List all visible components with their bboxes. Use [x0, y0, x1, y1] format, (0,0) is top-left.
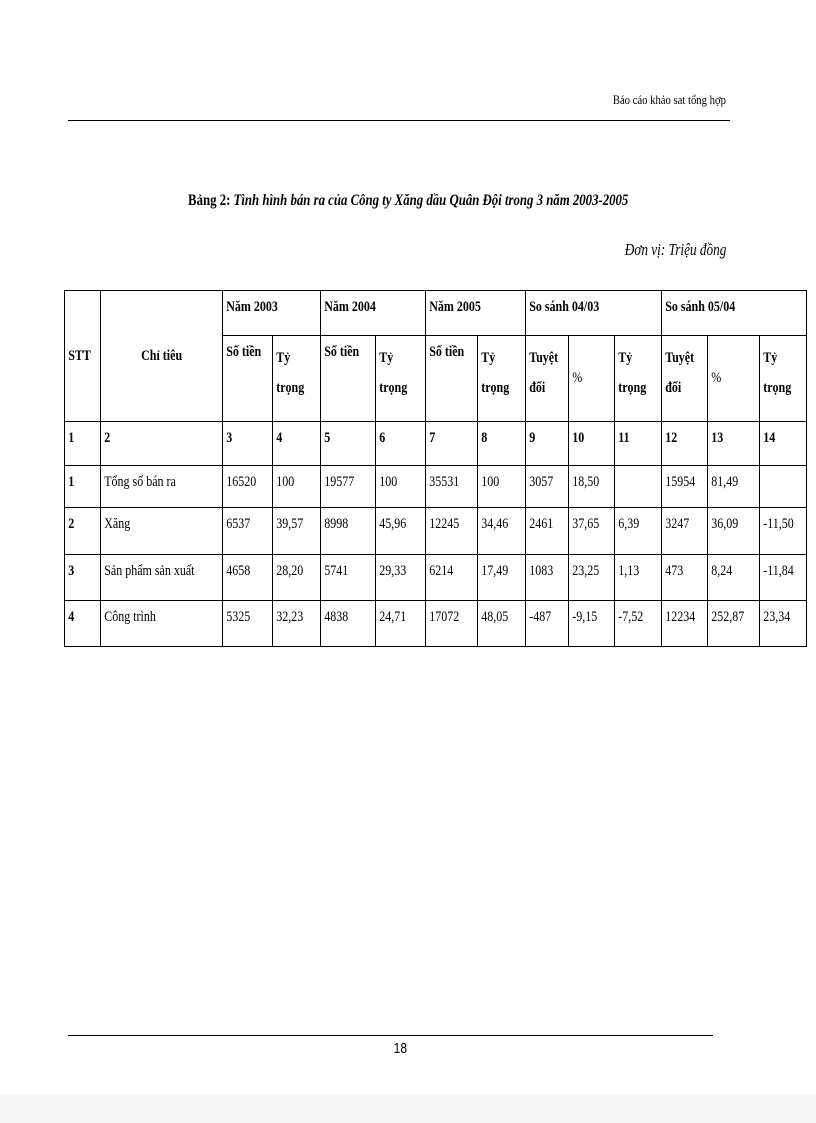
- table-cell: 6214: [426, 555, 477, 601]
- header-chi-tieu: Chỉ tiêu: [101, 291, 223, 422]
- index-cell: 9: [526, 422, 569, 466]
- header-ty-trong: Tỷ trọng: [477, 336, 525, 422]
- table-cell: [759, 466, 806, 508]
- index-cell: 7: [426, 422, 477, 466]
- row-stt: 2: [65, 508, 101, 555]
- table-cell: 45,96: [376, 508, 426, 555]
- header-percent: %: [569, 336, 614, 422]
- table-cell: -11,84: [759, 555, 806, 601]
- table-cell: 12234: [661, 601, 707, 647]
- table-cell: 24,71: [376, 601, 426, 647]
- header-rule: [68, 120, 730, 121]
- table-row: [65, 508, 807, 555]
- table-cell: 15954: [661, 466, 707, 508]
- header-ty-trong: Tỷ trọng: [273, 336, 320, 422]
- table-cell: -9,15: [569, 601, 614, 647]
- header-tuyet-doi: Tuyệt đối: [526, 336, 569, 422]
- table-cell: 4838: [320, 601, 375, 647]
- header-so-tien: Số tiền: [426, 336, 477, 422]
- header-so-tien: Số tiền: [320, 336, 375, 422]
- table-cell: 8998: [320, 508, 375, 555]
- index-cell: 8: [477, 422, 525, 466]
- table-row: [65, 466, 807, 508]
- caption-title: Tình hình bán ra của Công ty Xăng dầu Quân Đội trong 3 năm 2003-2005: [233, 192, 629, 209]
- table-cell: 8,24: [708, 555, 759, 601]
- table-cell: 1083: [526, 555, 569, 601]
- index-cell: 11: [614, 422, 661, 466]
- header-stt: STT: [65, 291, 101, 422]
- index-cell: 12: [661, 422, 707, 466]
- table-cell: 473: [661, 555, 707, 601]
- table-row: [65, 555, 807, 601]
- table-cell: 23,34: [759, 601, 806, 647]
- header-percent: %: [708, 336, 759, 422]
- table-cell: 252,87: [708, 601, 759, 647]
- index-cell: 13: [708, 422, 759, 466]
- table-cell: 6537: [223, 508, 273, 555]
- table-cell: 100: [477, 466, 525, 508]
- header-ty-trong: Tỷ trọng: [759, 336, 806, 422]
- header-ty-trong: Tỷ trọng: [614, 336, 661, 422]
- page-header-text: Báo cáo khảo sat tổng hợp: [612, 92, 726, 107]
- header-nam-2003: Năm 2003: [223, 291, 321, 336]
- table-cell: 100: [273, 466, 320, 508]
- table-row: [65, 601, 807, 647]
- table-cell: 19577: [320, 466, 375, 508]
- index-cell: 5: [320, 422, 375, 466]
- table-cell: 37,65: [569, 508, 614, 555]
- table-cell: 32,23: [273, 601, 320, 647]
- row-chi-tieu: Tổng số bán ra: [101, 466, 223, 508]
- table-cell: 81,49: [708, 466, 759, 508]
- index-cell: 14: [759, 422, 806, 466]
- header-ty-trong: Tỷ trọng: [376, 336, 426, 422]
- table-cell: 34,46: [477, 508, 525, 555]
- sales-table: [64, 290, 807, 647]
- table-cell: 36,09: [708, 508, 759, 555]
- header-so-sanh-05-04: So sánh 05/04: [661, 291, 806, 336]
- table-caption: [0, 192, 816, 210]
- row-stt: 3: [65, 555, 101, 601]
- table-cell: 6,39: [614, 508, 661, 555]
- table-cell: 1,13: [614, 555, 661, 601]
- table-cell: 35531: [426, 466, 477, 508]
- row-chi-tieu: Công trình: [101, 601, 223, 647]
- column-index-row: [65, 422, 807, 466]
- index-cell: 4: [273, 422, 320, 466]
- table-cell: 29,33: [376, 555, 426, 601]
- header-so-tien: Số tiền: [223, 336, 273, 422]
- table-cell: 3057: [526, 466, 569, 508]
- page-number: 18: [393, 1040, 407, 1057]
- table-cell: 23,25: [569, 555, 614, 601]
- header-nam-2005: Năm 2005: [426, 291, 526, 336]
- page-bottom-band: [0, 1094, 816, 1123]
- footer-rule: [68, 1035, 713, 1036]
- table-cell: -11,50: [759, 508, 806, 555]
- header-so-sanh-04-03: So sánh 04/03: [526, 291, 662, 336]
- header-row-1: [65, 291, 807, 336]
- table-cell: 12245: [426, 508, 477, 555]
- table-cell: 16520: [223, 466, 273, 508]
- table-cell: 100: [376, 466, 426, 508]
- row-chi-tieu: Sản phẩm sản xuất: [101, 555, 223, 601]
- index-cell: 3: [223, 422, 273, 466]
- row-stt: 1: [65, 466, 101, 508]
- table-cell: 17072: [426, 601, 477, 647]
- table-cell: 39,57: [273, 508, 320, 555]
- table-cell: 5741: [320, 555, 375, 601]
- row-stt: 4: [65, 601, 101, 647]
- table-cell: 3247: [661, 508, 707, 555]
- table-cell: 2461: [526, 508, 569, 555]
- header-nam-2004: Năm 2004: [320, 291, 426, 336]
- row-chi-tieu: Xăng: [101, 508, 223, 555]
- table-cell: 48,05: [477, 601, 525, 647]
- index-cell: 2: [101, 422, 223, 466]
- table-cell: -7,52: [614, 601, 661, 647]
- table-cell: 28,20: [273, 555, 320, 601]
- index-cell: 1: [65, 422, 101, 466]
- table-cell: [614, 466, 661, 508]
- table-cell: -487: [526, 601, 569, 647]
- table-cell: 5325: [223, 601, 273, 647]
- table-cell: 18,50: [569, 466, 614, 508]
- table-cell: 4658: [223, 555, 273, 601]
- caption-label: Bảng 2:: [187, 192, 231, 209]
- header-tuyet-doi: Tuyệt đối: [661, 336, 707, 422]
- index-cell: 6: [376, 422, 426, 466]
- unit-label: Đơn vị: Triệu đồng: [624, 240, 726, 259]
- table-cell: 17,49: [477, 555, 525, 601]
- index-cell: 10: [569, 422, 614, 466]
